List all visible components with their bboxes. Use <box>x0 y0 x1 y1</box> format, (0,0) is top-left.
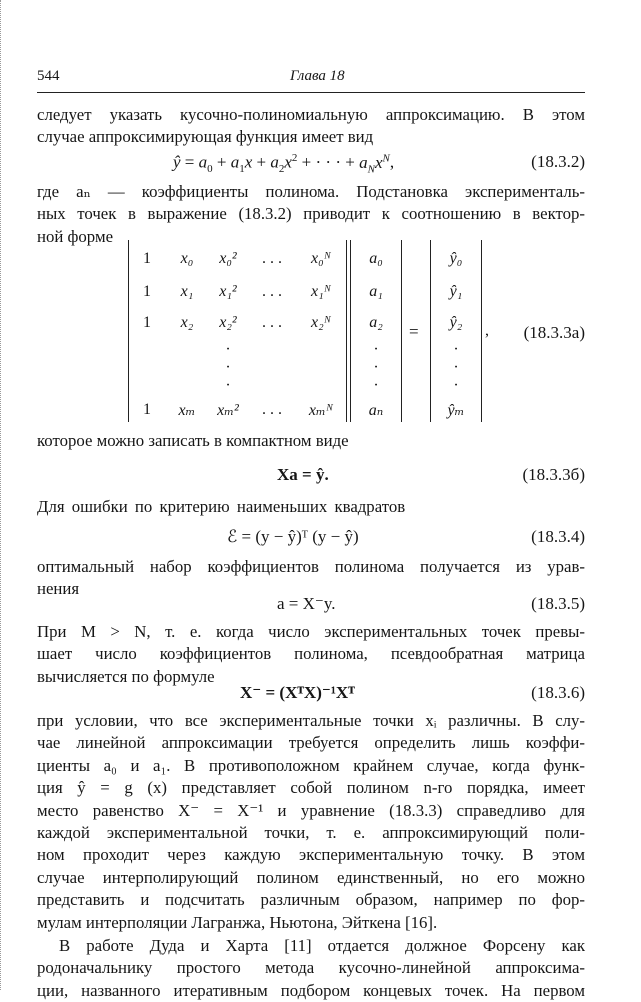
matrix-cell: x₂ <box>180 314 194 331</box>
text-line: каждой экспериментальной точки, т. е. аппроксимирующий поли- <box>37 823 585 843</box>
text-line: нения <box>37 579 80 599</box>
matrix-cell: 1 <box>143 314 151 331</box>
equation-number: (18.3.6) <box>531 683 585 702</box>
text-line: вычисляется по формуле <box>37 666 215 686</box>
vertical-ellipsis-dot: · <box>373 341 379 358</box>
text-line: представить и подсчитать различным образом, например по фор- <box>37 890 585 910</box>
equation-18-3-4 <box>37 527 585 551</box>
equation-number: (18.3.4) <box>531 527 585 546</box>
equation-number: (18.3.3б) <box>522 465 585 484</box>
text-line: чае линейной аппроксимации требуется определить лишь коэффи- <box>37 733 585 753</box>
text-line: При M > N, т. е. когда число экспериментальных точек превы- <box>37 622 585 641</box>
vector-a-bracket-left <box>350 240 359 422</box>
vector-y-bracket-right <box>473 240 482 422</box>
matrix-cell: 1 <box>143 250 151 267</box>
vertical-ellipsis-dot: · <box>373 359 379 376</box>
text-line: ции, названного итеративным подбором концевых точек. На первом <box>37 980 585 1000</box>
vector-y-cell: ŷ₂ <box>449 314 463 331</box>
matrix-cell: 1 <box>143 283 151 300</box>
equation-formula: ℰ = (y − ŷ)ᵀ (y − ŷ) <box>227 527 359 546</box>
matrix-cell: x₂² <box>219 314 237 331</box>
vector-y-cell: ŷ₁ <box>449 283 463 300</box>
paragraph-7 <box>37 710 585 934</box>
matrix-bracket-left <box>128 240 137 422</box>
paragraph-3 <box>37 430 585 452</box>
vertical-ellipsis-dot: · <box>373 377 379 394</box>
matrix-cell: . . . <box>262 401 282 418</box>
matrix-cell: x₀ <box>180 250 194 267</box>
paragraph-2 <box>37 181 585 248</box>
vector-a-cell: a₂ <box>369 314 383 331</box>
vector-y-cell: ŷ₀ <box>449 250 463 267</box>
matrix-cell: 1 <box>143 401 151 418</box>
equation-formula: X⁻ = (XᵀX)⁻¹Xᵀ <box>240 683 355 702</box>
paragraph-1 <box>37 104 585 149</box>
equation-number: (18.3.3a) <box>523 323 585 342</box>
vertical-ellipsis-dot: · <box>225 341 231 358</box>
text-line: оптимальный набор коэффициентов полинома получается из урав- <box>37 557 585 576</box>
page-edge <box>0 0 4 990</box>
matrix-cell: . . . <box>262 283 282 300</box>
equation-formula: a = X⁻y. <box>277 594 336 613</box>
vertical-ellipsis-dot: · <box>225 359 231 376</box>
paragraph-4 <box>37 496 585 518</box>
equation-formula: ŷ = $a_0 + a_1x + a_2x^2$ + · · · + $a_Nx^N$, <box>173 152 395 176</box>
equation-formula: Xa = ŷ. <box>277 465 329 484</box>
matrix-cell: x₀² <box>219 250 237 267</box>
matrix-cell: xₘ² <box>217 402 239 419</box>
text-line: где aₙ — коэффициенты полинома. Подстановка эксперименталь- <box>37 182 585 201</box>
equation-18-3-6 <box>37 683 585 707</box>
vector-a-cell: aₙ <box>368 402 384 419</box>
page-number: 544 <box>37 68 60 84</box>
matrix-cell: xₘᴺ <box>308 402 334 419</box>
paragraph-6 <box>37 621 585 688</box>
running-header <box>37 66 585 93</box>
text-line: ном проходит через каждую экспериментальную точку. В этом <box>37 845 585 865</box>
equation-number: (18.3.2) <box>531 152 585 171</box>
text-line: которое можно записать в компактном виде <box>37 431 349 450</box>
vector-y-bracket-left <box>430 240 439 422</box>
text-line: случае аппроксимирующая функция имеет вид <box>37 127 374 147</box>
text-line: мулам интерполяции Лагранжа, Ньютона, Эйткена [16]. <box>37 912 438 932</box>
equation-18-3-2 <box>37 152 585 176</box>
text-line: ция ŷ = g (x) представляет собой полином n-го порядка, имеет <box>37 778 585 798</box>
text-line: следует указать кусочно-полиномиальную аппроксимацию. В этом <box>37 105 585 124</box>
matrix-cell: xₘ <box>178 402 196 419</box>
text-line: случае интерполирующий полином единственный, но его можно <box>37 867 585 887</box>
text-line: Для ошибки по критерию наименьших квадратов <box>37 497 406 516</box>
vector-y-cell: ŷₘ <box>447 402 465 419</box>
text-line: место равенство X⁻ = X⁻¹ и уравнение (18.3.3) справедливо для <box>37 800 585 820</box>
text-line: В работе Дуда и Харта [11] отдается должное Форсену как <box>59 936 585 955</box>
chapter-title: Глава 18 <box>290 68 345 84</box>
matrix-cell: x₂ᴺ <box>310 314 332 331</box>
text-line: ных точек в выражение (18.3.2) приводит к соотношению в вектор- <box>37 204 585 224</box>
text-line: родоначальнику простого метода кусочно-линейной аппроксима- <box>37 958 585 978</box>
text-line: при условии, что все экспериментальные точки xᵢ различны. В слу- <box>37 711 585 730</box>
matrix-comma: , <box>485 322 489 339</box>
matrix-cell: x₁ᴺ <box>310 283 332 300</box>
matrix-cell: x₀ᴺ <box>310 250 332 267</box>
vector-a-bracket-right <box>393 240 402 422</box>
vertical-ellipsis-dot: · <box>453 377 459 394</box>
paragraph-8 <box>37 935 585 1002</box>
vertical-ellipsis-dot: · <box>225 377 231 394</box>
matrix-bracket-right <box>338 240 347 422</box>
vertical-ellipsis-dot: · <box>453 359 459 376</box>
equation-18-3-3b <box>37 465 585 489</box>
text-line: циенты a₀ и a₁. В противоположном крайнем случае, когда функ- <box>37 755 585 775</box>
vector-a-cell: a₁ <box>369 283 383 300</box>
vector-a-cell: a₀ <box>369 250 383 267</box>
text-line: шает число коэффициентов полинома, псевдообратная матрица <box>37 644 585 664</box>
matrix-cell: . . . <box>262 250 282 267</box>
text-line: ной форме <box>37 226 114 246</box>
matrix-cell: . . . <box>262 314 282 331</box>
equation-18-3-5 <box>37 594 585 618</box>
equation-number: (18.3.5) <box>531 594 585 613</box>
matrix-equals-sign: = <box>409 322 419 341</box>
matrix-cell: x₁ <box>180 283 194 300</box>
vertical-ellipsis-dot: · <box>453 341 459 358</box>
matrix-cell: x₁² <box>219 283 237 300</box>
